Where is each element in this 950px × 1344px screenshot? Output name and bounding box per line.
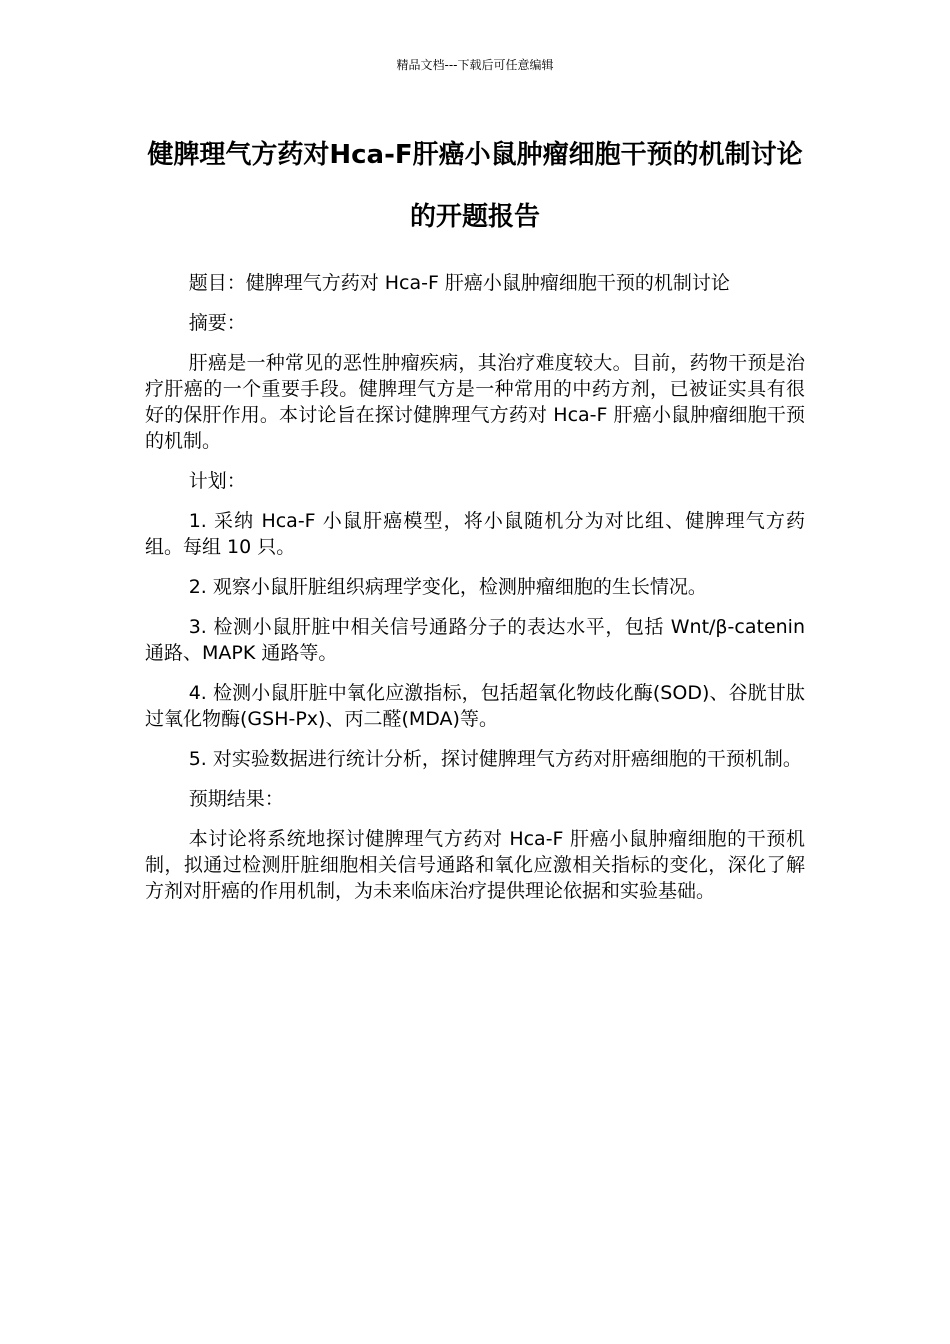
document-body bbox=[145, 270, 805, 918]
plan-item-4: 4. 检测小鼠肝脏中氧化应激指标，包括超氧化物歧化酶(SOD)、谷胱甘肽过氧化物酶(GSH-Px)、丙二醛(MDA)等。 bbox=[145, 682, 805, 730]
document-title: 健脾理气方药对Hca-F肝癌小鼠肿瘤细胞干预的机制讨论的开题报告 bbox=[147, 140, 803, 232]
plan-label: 计划： bbox=[188, 470, 246, 492]
plan-item-5: 5. 对实验数据进行统计分析，探讨健脾理气方药对肝癌细胞的干预机制。 bbox=[188, 748, 802, 770]
abstract-label: 摘要： bbox=[188, 312, 246, 334]
plan-item-2: 2. 观察小鼠肝脏组织病理学变化，检测肿瘤细胞的生长情况。 bbox=[188, 576, 707, 598]
results-text: 本讨论将系统地探讨健脾理气方药对 Hca-F 肝癌小鼠肿瘤细胞的干预机制，拟通过检测肝脏细胞相关信号通路和氧化应激相关指标的变化，深化了解方剂对肝癌的作用机制，为未来临床治疗提供理论依据和实验基础。 bbox=[145, 828, 805, 902]
abstract-text: 肝癌是一种常见的恶性肿瘤疾病，其治疗难度较大。目前，药物干预是治疗肝癌的一个重要手段。健脾理气方是一种常用的中药方剂，已被证实具有很好的保肝作用。本讨论旨在探讨健脾理气方药对 Hca-F 肝癌小鼠肿瘤细胞干预的机制。 bbox=[145, 352, 805, 452]
plan-item-1: 1. 采纳 Hca-F 小鼠肝癌模型，将小鼠随机分为对比组、健脾理气方药组。每组 10 只。 bbox=[145, 510, 805, 558]
plan-item-3: 3. 检测小鼠肝脏中相关信号通路分子的表达水平，包括 Wnt/β-catenin 通路、MAPK 通路等。 bbox=[145, 616, 805, 664]
topic-line: 题目：健脾理气方药对 Hca-F 肝癌小鼠肿瘤细胞干预的机制讨论 bbox=[188, 272, 730, 294]
results-label: 预期结果： bbox=[188, 788, 284, 810]
header-note: 精品文档---下载后可任意编辑 bbox=[396, 58, 554, 72]
